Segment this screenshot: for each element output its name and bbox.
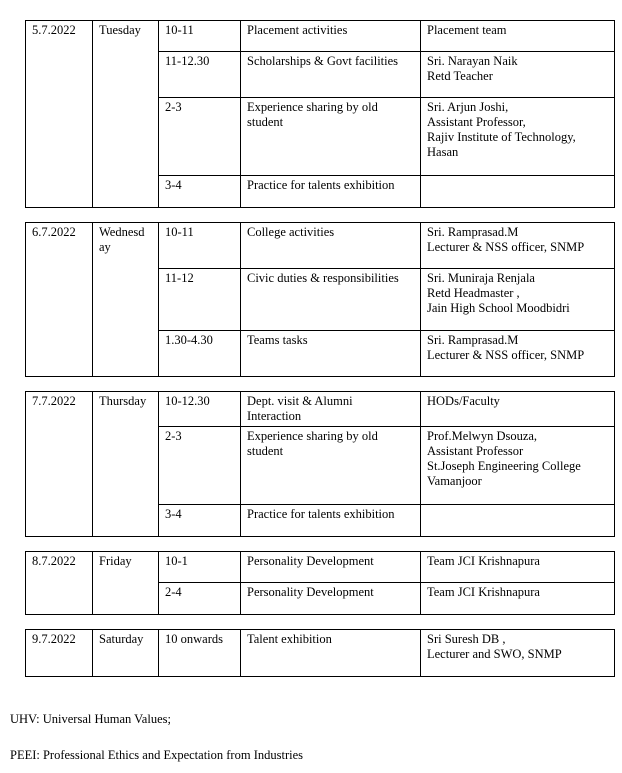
table-row — [26, 223, 615, 269]
resource-person-cell — [421, 98, 615, 176]
resource-line: Placement team — [427, 23, 507, 37]
resource-person-cell — [421, 583, 615, 615]
resource-line: Sri. Arjun Joshi, — [427, 100, 509, 114]
time-cell: 10-11 — [159, 223, 241, 269]
time-cell: 10-11 — [159, 21, 241, 52]
activity-cell — [241, 427, 421, 505]
resource-line: Lecturer and SWO, SNMP — [427, 647, 562, 661]
activity-line: Experience sharing by old — [247, 429, 378, 443]
resource-person-cell — [421, 505, 615, 537]
resource-line: Prof.Melwyn Dsouza, — [427, 429, 538, 443]
date-cell: 9.7.2022 — [26, 630, 93, 677]
weekday-line: Saturday — [99, 632, 144, 646]
table-row — [26, 392, 615, 427]
resource-person-cell — [421, 331, 615, 377]
time-cell: 3-4 — [159, 505, 241, 537]
resource-person-cell — [421, 52, 615, 98]
resource-line: Vamanjoor — [427, 474, 482, 488]
resource-line: Team JCI Krishnapura — [427, 554, 540, 568]
resource-person-cell — [421, 21, 615, 52]
table-row — [26, 552, 615, 583]
weekday-cell — [93, 630, 159, 677]
time-cell: 3-4 — [159, 176, 241, 208]
activity-line: Placement activities — [247, 23, 348, 37]
day-schedule-table — [25, 222, 615, 377]
resource-line: Sri. Ramprasad.M — [427, 225, 519, 239]
resource-line: Retd Teacher — [427, 69, 493, 83]
activity-line: Personality Development — [247, 585, 374, 599]
note-uhv: UHV: Universal Human Values; — [10, 712, 171, 726]
activity-line: Talent exhibition — [247, 632, 332, 646]
weekday-line: Friday — [99, 554, 132, 568]
activity-cell — [241, 630, 421, 677]
activity-cell — [241, 552, 421, 583]
time-cell: 2-3 — [159, 427, 241, 505]
note-peei: PEEI: Professional Ethics and Expectation from Industries — [10, 748, 303, 762]
activity-line: Experience sharing by old — [247, 100, 378, 114]
activity-line: Practice for talents exhibition — [247, 178, 395, 192]
activity-cell — [241, 223, 421, 269]
time-cell: 2-3 — [159, 98, 241, 176]
abbreviation-notes — [10, 712, 303, 763]
activity-line: Civic duties & responsibilities — [247, 271, 399, 285]
activity-line: student — [247, 444, 284, 458]
day-schedule-table — [25, 629, 615, 677]
activity-line: Scholarships & Govt facilities — [247, 54, 399, 68]
weekday-cell — [93, 552, 159, 615]
weekday-line: Thursday — [99, 394, 147, 408]
resource-line: Sri Suresh DB , — [427, 632, 506, 646]
resource-line: St.Joseph Engineering College — [427, 459, 581, 473]
date-cell: 6.7.2022 — [26, 223, 93, 377]
activity-cell — [241, 21, 421, 52]
time-cell: 10 onwards — [159, 630, 241, 677]
activity-line: Interaction — [247, 409, 302, 423]
resource-line: Lecturer & NSS officer, SNMP — [427, 348, 585, 362]
time-cell: 10-1 — [159, 552, 241, 583]
activity-cell — [241, 176, 421, 208]
activity-cell — [241, 505, 421, 537]
time-cell: 11-12 — [159, 269, 241, 331]
resource-person-cell — [421, 269, 615, 331]
time-cell: 11-12.30 — [159, 52, 241, 98]
activity-cell — [241, 52, 421, 98]
resource-person-cell — [421, 392, 615, 427]
resource-line: Sri. Narayan Naik — [427, 54, 518, 68]
resource-line: HODs/Faculty — [427, 394, 500, 408]
activity-cell — [241, 98, 421, 176]
weekday-cell — [93, 223, 159, 377]
weekday-line: Wednesd — [99, 225, 145, 239]
resource-person-cell — [421, 630, 615, 677]
day-schedule-table — [25, 391, 615, 537]
resource-person-cell — [421, 552, 615, 583]
activity-line: College activities — [247, 225, 335, 239]
weekday-line: ay — [99, 240, 111, 254]
activity-line: Dept. visit & Alumni — [247, 394, 353, 408]
schedule-tables — [25, 20, 614, 677]
time-cell: 10-12.30 — [159, 392, 241, 427]
resource-line: Lecturer & NSS officer, SNMP — [427, 240, 585, 254]
resource-line: Jain High School Moodbidri — [427, 301, 570, 315]
resource-line: Assistant Professor, — [427, 115, 526, 129]
weekday-line: Tuesday — [99, 23, 141, 37]
resource-line: Sri. Muniraja Renjala — [427, 271, 535, 285]
date-cell: 5.7.2022 — [26, 21, 93, 208]
day-schedule-table — [25, 551, 615, 615]
time-cell: 1.30-4.30 — [159, 331, 241, 377]
table-row — [26, 21, 615, 52]
activity-cell — [241, 269, 421, 331]
resource-line: Retd Headmaster , — [427, 286, 520, 300]
time-cell: 2-4 — [159, 583, 241, 615]
date-cell: 8.7.2022 — [26, 552, 93, 615]
day-schedule-table — [25, 20, 615, 208]
resource-line: Assistant Professor — [427, 444, 524, 458]
table-row — [26, 630, 615, 677]
activity-line: Practice for talents exhibition — [247, 507, 395, 521]
date-cell: 7.7.2022 — [26, 392, 93, 537]
activity-line: Personality Development — [247, 554, 374, 568]
resource-person-cell — [421, 176, 615, 208]
activity-line: Teams tasks — [247, 333, 308, 347]
resource-person-cell — [421, 223, 615, 269]
resource-line: Team JCI Krishnapura — [427, 585, 540, 599]
resource-person-cell — [421, 427, 615, 505]
weekday-cell — [93, 392, 159, 537]
resource-line: Hasan — [427, 145, 459, 159]
activity-line: student — [247, 115, 284, 129]
activity-cell — [241, 392, 421, 427]
activity-cell — [241, 331, 421, 377]
resource-line: Rajiv Institute of Technology, — [427, 130, 576, 144]
resource-line: Sri. Ramprasad.M — [427, 333, 519, 347]
activity-cell — [241, 583, 421, 615]
weekday-cell — [93, 21, 159, 208]
